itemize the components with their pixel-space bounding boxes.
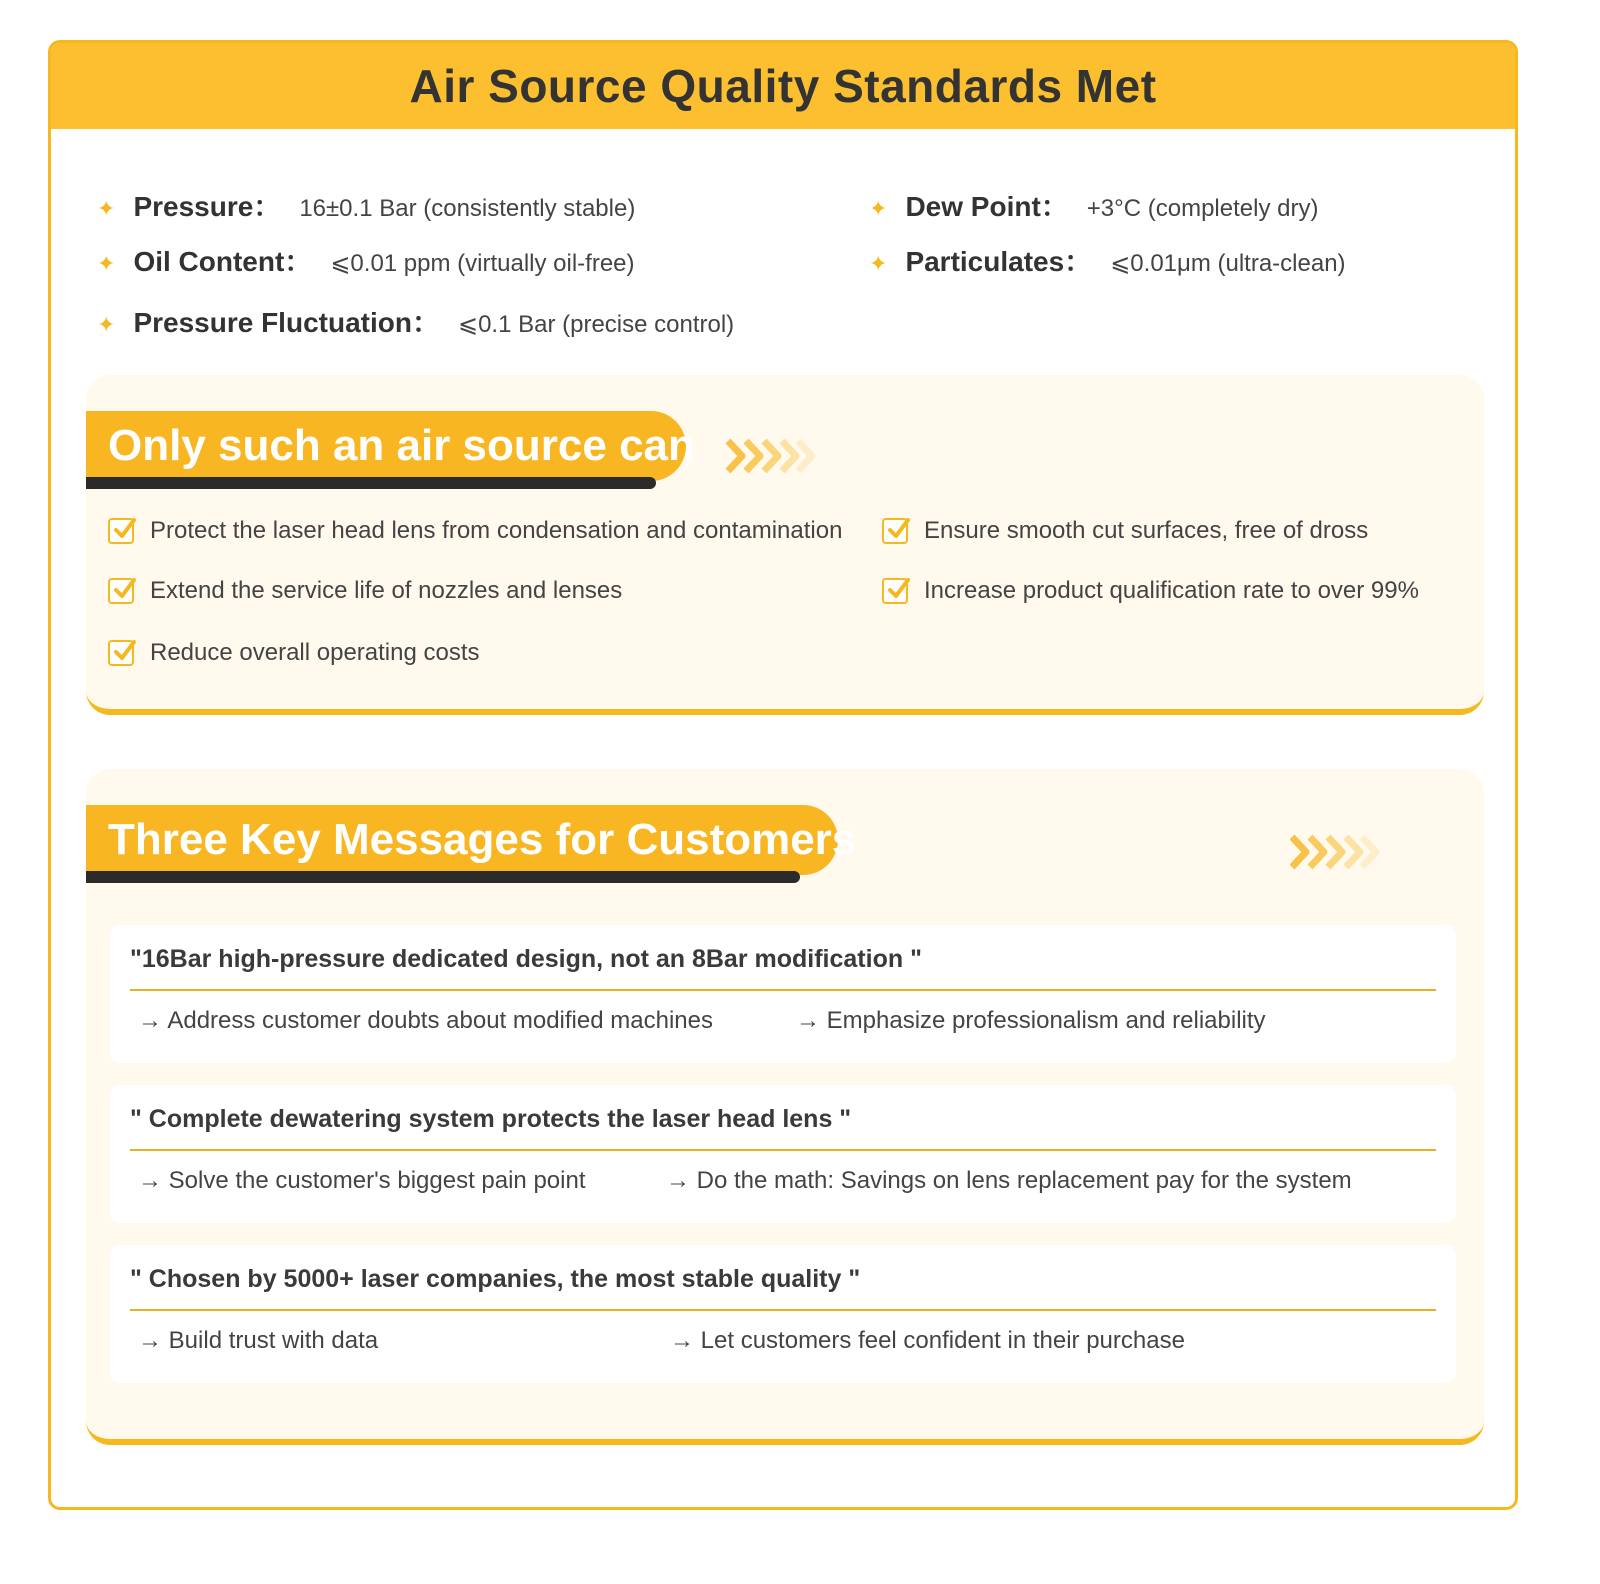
standard-value: ⩽0.1 Bar (precise control) [457, 311, 735, 338]
star-icon: ✦ [97, 251, 116, 276]
message-divider [130, 1309, 1436, 1311]
standard-item [97, 240, 635, 280]
capability-item [882, 577, 1419, 605]
standard-item [97, 185, 635, 225]
message-point: → Let customers feel confident in their purchase [670, 1327, 1185, 1354]
standard-label: Particulates： [905, 246, 1093, 277]
standard-label: Pressure： [133, 191, 282, 222]
capability-item [108, 517, 842, 545]
standard-item [869, 240, 1346, 280]
capability-item [882, 517, 1368, 545]
tab-underline [86, 871, 800, 883]
messages-tab [86, 805, 857, 875]
capability-text: Extend the service life of nozzles and lenses [150, 577, 623, 604]
message-quote: "16Bar high-pressure dedicated design, not an 8Bar modification " [130, 945, 922, 973]
capabilities-tab [86, 411, 695, 481]
chevron-arrows-icon [726, 437, 816, 475]
card-header [51, 43, 1515, 129]
capability-text: Protect the laser head lens from condensation and contamination [150, 517, 843, 544]
standard-value: ⩽0.01μm (ultra-clean) [1110, 250, 1346, 277]
messages-title: Three Key Messages for Customers [108, 815, 857, 864]
standard-value: +3°C (completely dry) [1086, 195, 1319, 222]
star-icon: ✦ [97, 196, 116, 221]
standards-list [51, 129, 1515, 379]
message-point: → Build trust with data [138, 1327, 379, 1354]
standard-value: 16±0.1 Bar (consistently stable) [299, 195, 636, 222]
star-icon: ✦ [869, 196, 888, 221]
checkbox-checked-icon [108, 518, 134, 544]
standards-card [48, 40, 1518, 1510]
message-point: → Solve the customer's biggest pain point [138, 1167, 586, 1194]
message-card [110, 1245, 1456, 1383]
messages-panel [86, 769, 1484, 1445]
message-point: → Do the math: Savings on lens replacement pay for the system [666, 1167, 1352, 1194]
message-quote: " Chosen by 5000+ laser companies, the most stable quality " [130, 1265, 861, 1293]
standard-label: Oil Content： [133, 246, 313, 277]
standard-value: ⩽0.01 ppm (virtually oil-free) [330, 250, 635, 277]
capabilities-panel [86, 375, 1484, 715]
chevron-arrows-icon [1290, 833, 1380, 871]
message-divider [130, 989, 1436, 991]
standard-item [869, 185, 1318, 225]
message-card [110, 1085, 1456, 1223]
capability-item [108, 577, 622, 605]
message-point: → Address customer doubts about modified machines [138, 1007, 713, 1034]
capabilities-title: Only such an air source can [108, 421, 695, 470]
checkbox-checked-icon [882, 578, 908, 604]
checkbox-checked-icon [108, 640, 134, 666]
star-icon: ✦ [869, 251, 888, 276]
standard-label: Pressure Fluctuation： [133, 307, 440, 338]
message-card [110, 925, 1456, 1063]
page-title: Air Source Quality Standards Met [409, 60, 1157, 112]
capability-text: Increase product qualification rate to over 99% [924, 577, 1419, 604]
message-point: → Emphasize professionalism and reliability [796, 1007, 1266, 1034]
checkbox-checked-icon [882, 518, 908, 544]
capability-text: Reduce overall operating costs [150, 639, 480, 666]
tab-underline [86, 477, 656, 489]
message-divider [130, 1149, 1436, 1151]
checkbox-checked-icon [108, 578, 134, 604]
capability-text: Ensure smooth cut surfaces, free of dross [924, 517, 1369, 544]
capability-item [108, 639, 480, 667]
message-quote: " Complete dewatering system protects the laser head lens " [130, 1105, 852, 1133]
standard-label: Dew Point： [905, 191, 1069, 222]
standard-item [97, 301, 734, 341]
star-icon: ✦ [97, 312, 116, 337]
